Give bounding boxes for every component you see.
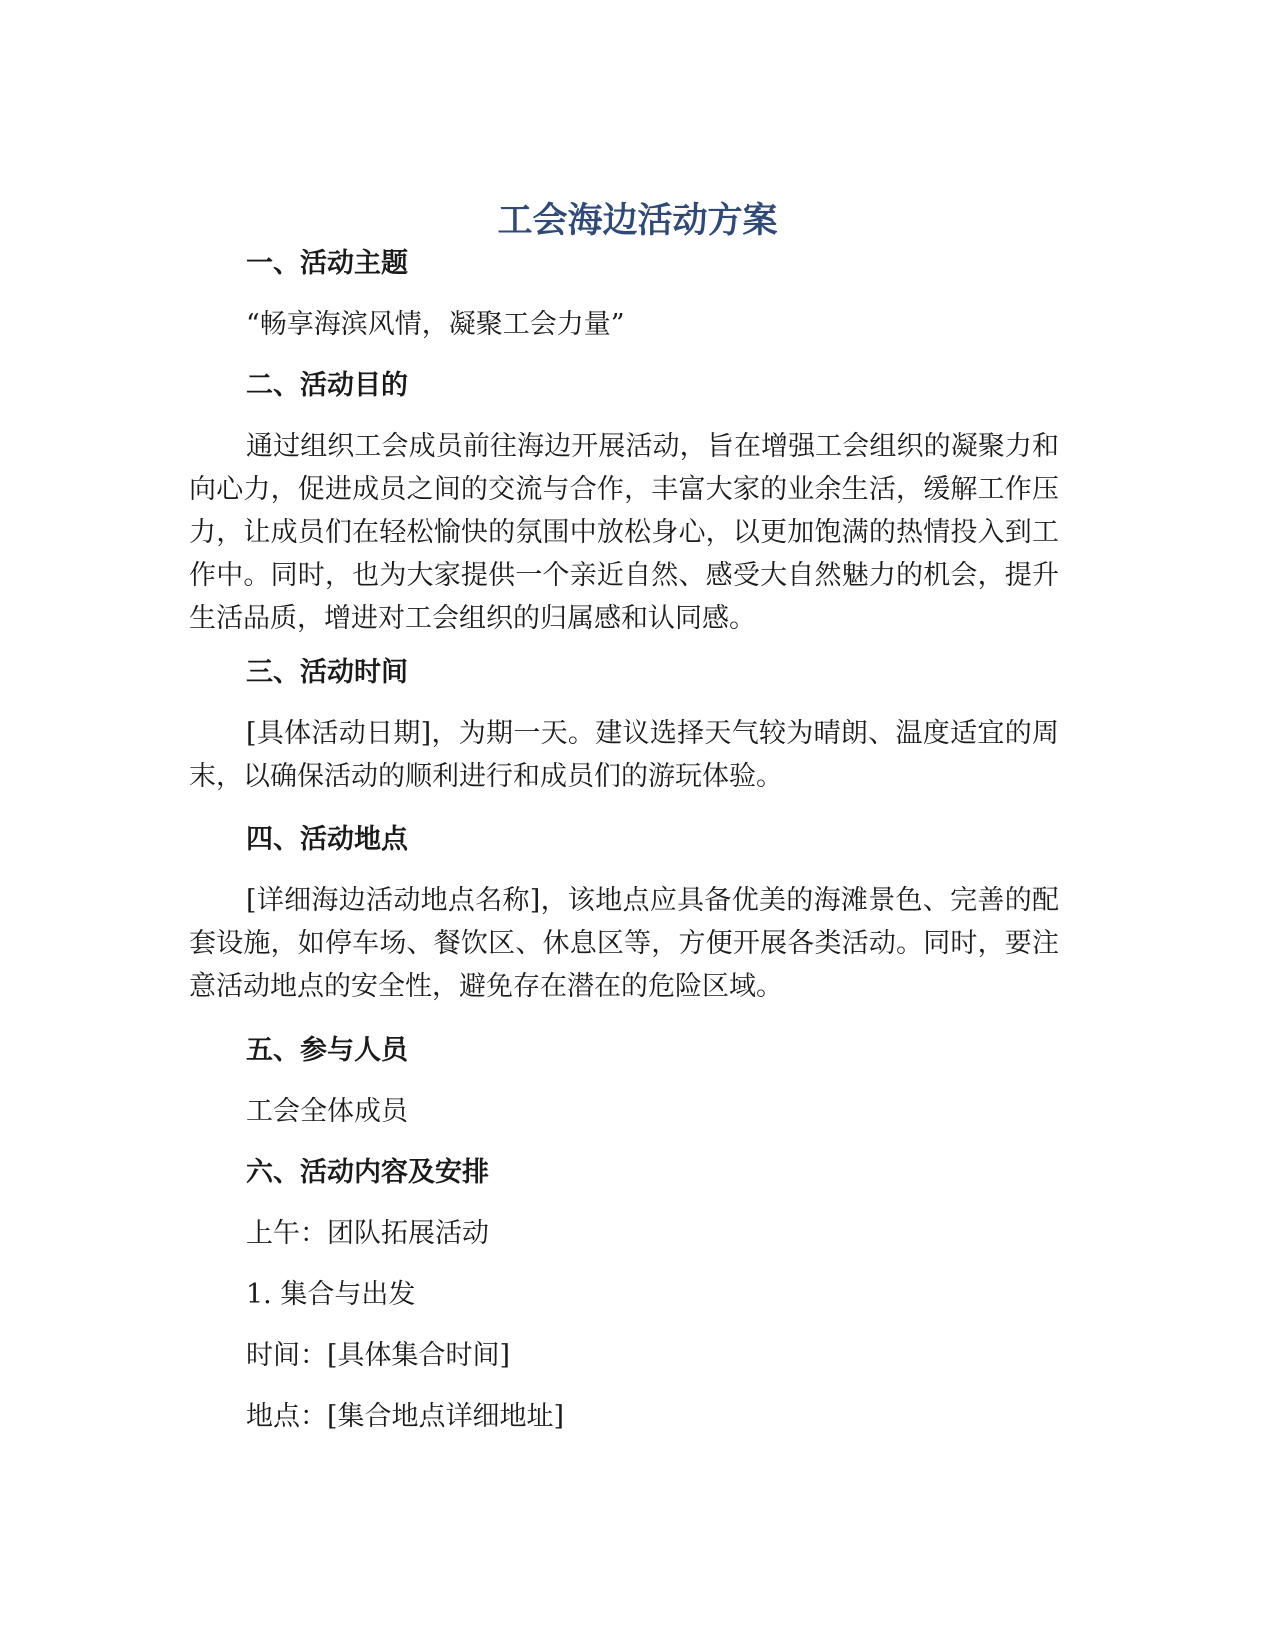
section-content-time: [具体活动日期]，为期一天。建议选择天气较为晴朗、温度适宜的周末，以确保活动的顺利进行和成员们的游玩体验。: [189, 718, 1059, 792]
section-heading-schedule: 六、活动内容及安排: [246, 1157, 489, 1188]
section-heading-time: 三、活动时间: [246, 657, 408, 688]
section-content-participants: 工会全体成员: [246, 1096, 408, 1127]
section-content-location: [详细海边活动地点名称]，该地点应具备优美的海滩景色、完善的配套设施，如停车场、餐饮区、休息区等，方便开展各类活动。同时，要注意活动地点的安全性，避免存在潜在的危险区域。: [189, 885, 1059, 1002]
schedule-line: 上午：团队拓展活动: [246, 1218, 489, 1249]
schedule-line: 地点：[集合地点详细地址]: [246, 1401, 565, 1432]
document-title: 工会海边活动方案: [497, 201, 778, 241]
section-content-purpose: 通过组织工会成员前往海边开展活动，旨在增强工会组织的凝聚力和向心力，促进成员之间的交流与合作，丰富大家的业余生活，缓解工作压力，让成员们在轻松愉快的氛围中放松身心，以更加饱满的热情投入到工作中。同时，也为大家提供一个亲近自然、感受大自然魅力的机会，提升生活品质，增进对工会组织的归属感和认同感。: [189, 431, 1059, 634]
section-heading-participants: 五、参与人员: [246, 1035, 408, 1066]
schedule-line: 时间：[具体集合时间]: [246, 1340, 511, 1371]
section-content-theme: “畅享海滨风情，凝聚工会力量”: [246, 309, 625, 340]
schedule-line: 1. 集合与出发: [246, 1279, 416, 1310]
section-heading-location: 四、活动地点: [246, 824, 408, 855]
section-heading-purpose: 二、活动目的: [246, 370, 408, 401]
section-heading-theme: 一、活动主题: [246, 248, 408, 279]
